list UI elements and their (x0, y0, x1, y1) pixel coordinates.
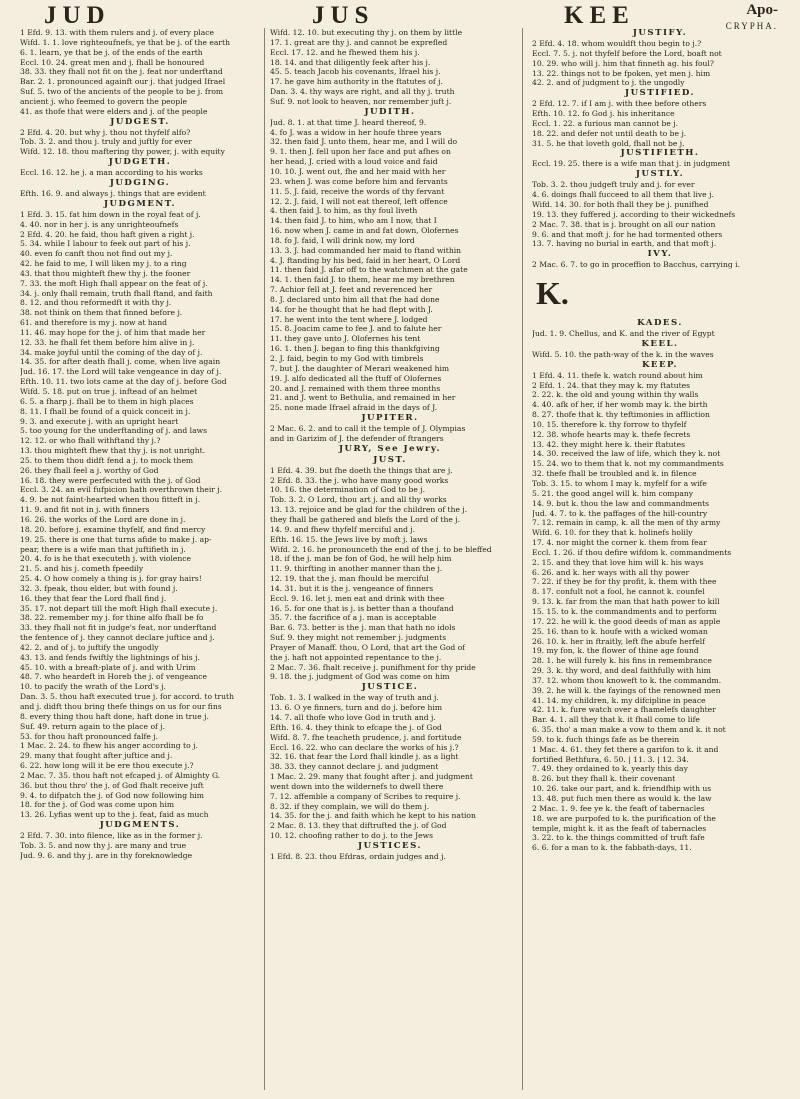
citation-line: Wifd. 2. 16. he pronounceth the end of the j. to be bleffed (270, 544, 492, 554)
citation-line: 8. 12. and thou reformedft it with thy j. (20, 298, 172, 308)
citation-line: 4. 6. doings fhall fucceed to all them that live j. (532, 190, 714, 200)
entry-section (532, 88, 788, 148)
citation-line: 26. 10. k. her in ftraitly, left fhe abufe herfelf (532, 636, 705, 646)
citation-line: Tob. 3. 2. thou judgeft truly and j. for ever (532, 180, 695, 190)
entry-section (270, 455, 510, 683)
citation-line: 10. 29. who will j. him that finneth ag. his foul? (532, 58, 714, 68)
citation-line: Eccl. 16. 22. who can declare the works of his j.? (270, 742, 459, 752)
citation-line: 34. j. only fhall remain, truth fhall ftand, and faith (20, 288, 213, 298)
citation-line: 13. 3. J. had commanded her maid to ftand within (270, 245, 462, 255)
citation-line: 18. 22. and defer not until death to be j. (532, 128, 687, 138)
entry-heading: JUDGING. (109, 177, 171, 188)
citation-line: 25. none made Ifrael afraid in the days of J. (270, 403, 437, 413)
entry-heading: KEEL. (641, 338, 679, 349)
citation-line: 14. 30. received the law of life, which they k. not (532, 449, 721, 459)
citation-line: 26. they fhall feel a j. worthy of God (20, 465, 159, 475)
citation-line: 10. 26. take our part, and k. friendfhip with us (532, 784, 712, 794)
citation-line: 18. for the j. of God was come upon him (20, 800, 175, 810)
citation-line: 14. then faid J. to him, who am I now, that I (270, 216, 437, 226)
citation-line: 18. 20. before j. examine thyfelf, and find mercy (20, 524, 206, 534)
citation-line: 4. fo J. was a widow in her houfe three years (270, 127, 442, 137)
citation-line: 25. to them thou didft fend a j. to mock them (20, 455, 194, 465)
citation-line: Eccl. 17. 12. and he fhewed them his j. (270, 47, 420, 57)
citation-line: 9. 6. and that moft j. for he had tormented others (532, 229, 723, 239)
entry-section (20, 117, 260, 158)
citation-line: 32. 16. that fear the Lord fhall kindle j. as a light (270, 752, 459, 762)
entry-section (20, 178, 260, 199)
citation-line: 15. 15. to k. the commandments and to perform (532, 606, 717, 616)
entry-heading: KEEP. (641, 359, 679, 370)
citation-line: 6. 26. and k. her ways with all thy power (532, 567, 690, 577)
citation-line: Eccl. 7. 5. j. not thyfelf before the Lord, boaft not (532, 48, 722, 58)
citation-line: Jud. 1. 9. Chellus, and K. and the river of Egypt (532, 329, 715, 339)
citation-line: 17. he gave him authority in the ftatutes of j. (270, 77, 443, 87)
citation-line: Efth. 16. 4. they think to efcape the j. of God (270, 722, 442, 732)
citation-line: Tob. 3. 15. to whom I may k. myfelf for a wife (532, 479, 707, 488)
citation-line: 38. 33. they fhall not fit on the j. feat nor underftand (20, 67, 223, 77)
citation-line: 31. 5. he that loveth gold, fhall not be j. (532, 138, 685, 148)
column-rule-right (522, 28, 523, 1090)
citation-line: 16. 18. they were perfecuted with the j. of God (20, 475, 201, 485)
citation-line: Wifd. 14. 30. for both fhall they be j. punifhed (532, 199, 709, 209)
citation-line: Wifd. 5. 10. the path-way of the k. in the waves (532, 349, 714, 359)
citation-line: Eccl. 3. 24. an evil fufpicion hath overthrown their j. (20, 485, 223, 495)
citation-line: 2. J. faid, begin to my God with timbrels (270, 354, 424, 363)
citation-line: 10. 16. the determination of God to be j. (270, 485, 426, 495)
citation-line: 14. 9. but k. thou the law and commandments (532, 498, 710, 508)
entry-heading: JURY, See Jewry. (338, 443, 442, 454)
citation-line: 12. 38. whofe hearts may k. thefe fecrets (532, 429, 691, 439)
citation-line: 53. for thou haft pronounced falfe j. (20, 731, 159, 741)
citation-line: Eccl. 10. 24. great men and j. fhall be honoured (20, 57, 205, 67)
citation-line: 12. 19. that the j. man fhould be merciful (270, 574, 429, 584)
citation-line: 16. 5. for one that is j. is better than a thoufand (270, 603, 454, 613)
entry-section (270, 107, 510, 413)
citation-line: 14. 35. for after death fhall j. come, when live again (20, 357, 221, 367)
entry-section (532, 249, 788, 270)
entry-heading: JUDGETH. (108, 157, 172, 168)
citation-line: pear, there is a wife man that juftifieth in j. (20, 544, 186, 554)
citation-line: 14. 35. for the j. and faith which he kept to his nation (270, 811, 476, 821)
running-head-left: JUD (44, 2, 111, 29)
citation-line: 9. 3. and execute j. with an upright heart (20, 416, 179, 426)
citation-line: 4. 40. afk of her, if her womb may k. the birth (532, 400, 708, 410)
citation-line: 28. 1. he will furely k. his fins in remembrance (532, 656, 712, 666)
entry-section (20, 820, 260, 861)
citation-line: 36. but thou thro' the j. of God fhalt receive juft (20, 780, 204, 790)
entry-heading: JUDITH. (364, 106, 416, 117)
citation-line: 13. thou mighteft fhew that thy j. is not unright. (20, 446, 206, 456)
entry-section (270, 28, 510, 107)
citation-line: Efth. 10. 12. fo God j. his inheritance (532, 109, 675, 119)
citation-line: 2 Efd. 12. 7. if I am j. with thee before others (532, 99, 707, 109)
citation-line: Wifd. 12. 10. but executing thy j. on them by little (270, 28, 463, 37)
citation-line: 29. many that fought after juftice and j. (20, 751, 173, 761)
citation-line: 2 Efd. 8. 33. the j. who have many good works (270, 475, 449, 485)
citation-line: 40. even fo canft thou not find out my j. (20, 249, 173, 259)
citation-line: 42. 2. and of j. to juftify the ungodly (20, 642, 159, 652)
citation-line: Eccl. 1. 22. a furious man cannot be j. (532, 118, 679, 128)
citation-line: her head, J. cried with a loud voice and faid (270, 157, 438, 167)
citation-line: 11. they gave unto J. Olofernes his tent (270, 334, 421, 344)
citation-line: 1 Mac. 2. 29. many that fought after j. and judgment (270, 772, 473, 782)
citation-line: Efth. 16. 9. and always j. things that are evident (20, 188, 206, 198)
citation-line: 2 Efd. 7. 30. into filence, like as in the former j. (20, 831, 203, 841)
citation-line: Eccl. 1. 26. if thou defire wifdom k. commandments (532, 547, 732, 557)
citation-line: 2. 15. and they that love him will k. his ways (532, 557, 704, 567)
citation-line: 1 Efd. 8. 23. thou Efdras, ordain judges and j. (270, 851, 446, 861)
section-label-top: Apo- (746, 2, 778, 18)
citation-line: 9. 18. the j. judgment of God was come on him (270, 672, 450, 682)
entry-section (20, 28, 260, 117)
entry-section (532, 339, 788, 360)
citation-line: 11. 46. may hope for the j. of him that made her (20, 327, 206, 337)
citation-line: 11. 9. thirfting in another manner than the j. (270, 564, 443, 574)
citation-line: 15. 8. Joacim came to fee J. and to falute her (270, 324, 442, 334)
citation-line: Prayer of Manaff. thou, O Lord, that art the God of (270, 642, 466, 652)
citation-line: 4. 40. nor in her j. is any unrighteoufnefs (20, 219, 179, 229)
citation-line: Eccl. 16. 12. he j. a man according to his works (20, 168, 203, 178)
citation-line: 38. not think on them that finned before j. (20, 308, 183, 318)
citation-line: 5. 34. while I labour to feek out part of his j. (20, 239, 191, 249)
citation-line: 8. 17. confult not a fool, he cannot k. counfel (532, 587, 705, 597)
citation-line: 33. they fhall not fit in judge's feat, nor underftand (20, 623, 217, 633)
citation-line: 42. he faid to me, I will liken my j. to a ring (20, 259, 187, 269)
citation-line: 35. 7. the facrifice of a j. man is acceptable (270, 613, 437, 623)
citation-line: 2 Mac. 1. 9. fee ye k. the feaft of tabernacles (532, 803, 705, 813)
citation-line: 43. that thou mighteft fhew thy j. the fooner (20, 268, 191, 278)
citation-line: 8. J. declared unto him all that fhe had done (270, 294, 440, 304)
citation-line: Wifd. 8. 7. fhe teacheth prudence, j. and fortitude (270, 732, 462, 742)
entry-heading: JUDGEST. (110, 116, 170, 127)
citation-line: 2 Mac. 8. 13. they that diftrufted the j. of God (270, 821, 447, 831)
citation-line: Wifd. 6. 10. for they that k. holinefs holily (532, 528, 693, 538)
citation-line: 18. 14. and that diligently feek after his j. (270, 57, 431, 67)
citation-line: 18. fo J. faid, I will drink now, my lord (270, 235, 415, 245)
citation-line: 10. 15. therefore k. thy forrow to thyfelf (532, 419, 687, 429)
entry-section (20, 199, 260, 820)
citation-line: 1 Mac. 2. 24. to fhew his anger according to j. (20, 741, 198, 751)
citation-line: 14. for he thought that he had flept with J. (270, 304, 433, 314)
entry-heading: JUSTIFY. (632, 28, 688, 38)
citation-line: 7. 12. remain in camp, k. all the men of thy army (532, 518, 721, 528)
citation-line: Suf. 9. not look to heaven, nor remember juft j. (270, 96, 452, 106)
citation-line: 19. my fon, k. the flower of thine age found (532, 646, 699, 656)
citation-line: 7. 12. affemble a company of Scribes to require j. (270, 791, 461, 801)
citation-line: and in Garizim of J. the defender of ftrangers (270, 433, 444, 443)
citation-line: 25. 16. than to k. houfe with a wicked woman (532, 626, 708, 636)
citation-line: Tob. 3. 2. and thou j. truly and juftly for ever (20, 137, 192, 147)
citation-line: 17. 4. nor might the corner k. them from fear (532, 538, 707, 548)
citation-line: 12. 2. J. faid, I will not eat thereof, left offence (270, 196, 448, 206)
citation-line: 25. 4. O how comely a thing is j. for gray hairs! (20, 574, 202, 584)
entry-heading: JUSTICE. (361, 682, 419, 693)
citation-line: 14. 31. but it is the j. vengeance of finners (270, 583, 434, 593)
citation-line: 41. as thofe that were elders and j. of the people (20, 106, 208, 116)
citation-line: went down into the wildernefs to dwell there (270, 781, 444, 791)
citation-line: 7. Achior fell at J. feet and reverenced her (270, 285, 433, 295)
entry-section (532, 148, 788, 169)
citation-line: Bar. 2. 1. pronounced againft our j. that judged Ifrael (20, 77, 226, 87)
citation-line: Tob. 3. 5. and now thy j. are many and true (20, 840, 187, 850)
citation-line: 8. 26. but they fhall k. their covenant (532, 774, 676, 784)
citation-line: 11. 9. and fit not in j. with finners (20, 505, 150, 515)
citation-line: 6. 22. how long will it be ere thou execute j.? (20, 761, 194, 771)
entry-heading: JUSTIFIED. (625, 88, 695, 99)
citation-line: 9. 1. then J. fell upon her face and put afhes on (270, 147, 451, 157)
citation-line: 5. too young for the underftanding of j. and laws (20, 426, 207, 436)
citation-line: 34. make joyful until the coming of the day of j. (20, 347, 203, 357)
citation-line: they fhall be gathered and blefs the Lord of the j. (270, 514, 461, 524)
citation-line: 14. 1. then faid J. to them, hear me my brethren (270, 275, 455, 285)
citation-line: 45. 10. with a breaft-plate of j. and with Urim (20, 662, 196, 672)
citation-line: 1 Efd. 4. 39. but fhe doeth the things that are j. (270, 465, 453, 475)
citation-line: ancient j. who feemed to govern the people (20, 96, 188, 106)
citation-line: 19. J. alfo dedicated all the ftuff of Olofernes (270, 373, 442, 383)
citation-line: 5. 21. the good angel will k. him company (532, 488, 694, 498)
entry-heading: JUDGMENT. (103, 198, 177, 209)
entry-heading: JUDGMENTS. (99, 820, 181, 831)
entry-section (532, 360, 788, 853)
citation-line: Bar. 6. 73. better is the j. man that hath no idols (270, 623, 456, 633)
citation-line: 13. 13. rejoice and be glad for the children of the j. (270, 505, 468, 515)
citation-line: Jud. 8. 1. at that time J. heard thereof, 9. (270, 117, 427, 127)
citation-line: 32. 3. fpeak, thou elder, but with found j. (20, 583, 178, 593)
citation-line: the fentence of j. they cannot declare juftice and j. (20, 633, 215, 643)
column-rule-left (264, 28, 265, 1090)
citation-line: 16. they that fear the Lord fhall find j. (20, 593, 167, 603)
citation-line: 17. 22. he will k. the good deeds of man as apple (532, 616, 721, 626)
entry-heading: JUSTLY. (635, 169, 685, 180)
citation-line: 3. 22. to k. the things committed of truft fafe (532, 833, 705, 843)
citation-line: 7. 33. the moft High fhall appear on the feat of j. (20, 278, 208, 288)
citation-line: Dan. 3. 5. thou haft executed true j. for accord. to truth (20, 692, 234, 702)
entry-heading: JUSTICES. (358, 840, 422, 851)
citation-line: Suf. 5. two of the ancients of the people to be j. from (20, 87, 224, 97)
entry-heading: JUSTIFIETH. (620, 148, 700, 159)
citation-line: 2 Efd. 4. 18. whom wouldft thou begin to j.? (532, 39, 702, 48)
citation-line: 12. 12. or who fhall withftand thy j.? (20, 436, 161, 446)
entry-heading: KADES. (637, 318, 683, 329)
citation-line: 8. every thing thou haft done, haft done in true j. (20, 711, 209, 721)
citation-line: Tob. 1. 3. I walked in the way of truth and j. (270, 693, 439, 703)
citation-line: Efth. 16. 15. the Jews live by moft j. laws (270, 534, 428, 544)
running-head-right: KEE (564, 2, 635, 29)
entry-section (270, 444, 510, 455)
citation-line: 2 Mac. 7. 38. that is j. brought on all our nation (532, 219, 716, 229)
citation-line: 2 Mac. 7. 35. thou haft not efcaped j. of Almighty G. (20, 770, 221, 780)
citation-line: 20. 4. fo is he that executeth j. with violence (20, 554, 192, 564)
citation-line: 4. 9. be not faint-hearted when thou fitteft in j. (20, 495, 201, 505)
citation-line: 8. 32. if they complain, we will do them j. (270, 801, 430, 811)
citation-line: 29. 3. k. thy word, and deal faithfully with him (532, 666, 711, 676)
citation-line: 59. to k. fuch things fafe as be therein (532, 734, 680, 744)
citation-line: 19. 13. they fuffered j. according to their wickednefs (532, 209, 736, 219)
citation-line: 21. and J. went to Bethulia, and remained in her (270, 393, 456, 403)
citation-line: 11. then faid J. afar off to the watchmen at the gate (270, 265, 468, 275)
citation-line: 1 Efd. 9. 13. with them rulers and j. of every place (20, 28, 215, 37)
citation-line: 7. 22. if they be for thy profit, k. them with thee (532, 577, 717, 587)
entry-section (270, 413, 510, 444)
citation-line: 6. 5. a fharp j. fhall be to them in high places (20, 396, 194, 406)
citation-line: Suf. 9. they might not remember j. judgments (270, 633, 447, 643)
citation-line: temple, might k. it as the feaft of tabernacles (532, 823, 707, 833)
citation-line: 32. thefe fhall be troubled and k. in filence (532, 469, 697, 479)
citation-line: 8. 27. thofe that k. thy teftimonies in affliction (532, 410, 710, 420)
citation-line: 8. 11. I fhall be found of a quick conceit in j. (20, 406, 191, 416)
citation-line: Jud. 9. 6. and thy j. are in thy foreknowledge (20, 850, 193, 860)
citation-line: 13. 26. Lyfias went up to the j. feat, faid as much (20, 810, 209, 820)
citation-line: 41. 14. my children, k. my difcipline in peace (532, 695, 706, 705)
citation-line: 16. now when J. came in and fat down, Olofernes (270, 226, 459, 236)
entry-section (270, 682, 510, 841)
citation-line: the j. haft not appointed repentance to the j. (270, 652, 442, 662)
citation-line: 48. 7. who heardeft in Horeb the j. of vengeance (20, 672, 208, 682)
citation-line: 2 Efd. 1. 24. that they may k. my ftatutes (532, 380, 691, 390)
citation-line: 13. 7. having no burial in earth, and that moft j. (532, 239, 717, 249)
citation-line: 37. 12. whom thou knoweft to k. the commandm. (532, 675, 722, 685)
column-left (20, 28, 260, 1090)
citation-line: 13. 42. they might here k. their ftatutes (532, 439, 686, 449)
citation-line: 13. 48. put fuch men there as would k. the law (532, 794, 712, 803)
citation-line: Jud. 4. 7. to k. the paffages of the hill-country (532, 508, 708, 518)
citation-line: Wifd. 5. 18. put on true j. inftead of an helmet (20, 387, 198, 396)
citation-line: 13. 6. O ye finners, turn and do j. before him (270, 703, 443, 713)
citation-line: 16. 1. then J. began to fing this thankfgiving (270, 344, 440, 354)
citation-line: 61. and therefore is my j. now at hand (20, 318, 168, 328)
citation-line: fortified Bethfura, 6. 50. | 11. 3. | 12. 34. (532, 754, 689, 764)
citation-line: 17. he went into the tent where J. lodged (270, 314, 428, 324)
citation-line: 43. 13. and fends fwiftly the lightnings of his j. (20, 652, 200, 662)
citation-line: 21. 5. and his j. cometh fpeedily (20, 564, 144, 574)
citation-line: Bar. 4. 1. all they that k. it fhall come to life (532, 715, 700, 725)
citation-line: 2. 22. k. the old and young within thy walls (532, 390, 699, 400)
citation-line: 2 Efd. 4. 20. but why j. thou not thyfelf alfo? (20, 127, 191, 137)
citation-line: Eccl. 19. 25. there is a wife man that j. in judgment (532, 159, 731, 169)
entry-heading: JUST. (373, 454, 407, 465)
citation-line: 4. J. ftanding by his bed, faid in her heart, O Lord (270, 255, 461, 265)
entry-heading: IVY. (647, 249, 673, 260)
entry-section (532, 169, 788, 249)
entry-section (270, 841, 510, 862)
citation-line: 12. 33. he fhall fet them before him alive in j. (20, 337, 195, 347)
citation-line: 4. then faid J. to him, as thy foul liveth (270, 206, 418, 216)
citation-line: Jud. 16. 17. the Lord will take vengeance in day of j. (20, 367, 222, 377)
citation-line: 11. 5. J. faid, receive the words of thy fervant (270, 186, 445, 196)
citation-line: 32. then faid J. unto them, hear me, and I will do (270, 137, 458, 147)
entry-heading: JUPITER. (361, 413, 419, 424)
entry-section (532, 318, 788, 339)
citation-line: 10. 12. choofing rather to do j. to the Jews (270, 831, 434, 841)
citation-line: 23. when J. was come before him and fervants (270, 176, 448, 186)
citation-line: Eccl. 9. 16. let j. men eat and drink with thee (270, 593, 445, 603)
entry-section (532, 28, 788, 88)
citation-line: 10. 10. J. went out, fhe and her maid with her (270, 166, 446, 176)
citation-line: 2 Mac. 6. 7. to go in proceffion to Bacchus, carrying i. (532, 260, 740, 270)
citation-line: 35. 17. not depart till the moft High fhall execute j. (20, 603, 218, 613)
citation-line: Tob. 3. 2. O Lord, thou art j. and all thy works (270, 495, 447, 505)
citation-line: 2 Mac. 7. 36. fhalt receive j. punifhment for thy pride (270, 662, 476, 672)
letter-divider: K. (536, 275, 569, 312)
citation-line: 7. but J. the daughter of Merari weakened him (270, 363, 450, 373)
section-label-bottom: CRYPHA. (725, 21, 778, 31)
page-header (0, 0, 800, 30)
citation-line: 20. and J. remained with them three months (270, 383, 441, 393)
column-right (532, 28, 788, 1090)
citation-line: 6. 35. tho' a man make a vow to them and k. it not (532, 725, 726, 735)
citation-line: 9. 4. to difpatch the j. of God now following him (20, 790, 204, 800)
citation-line: 6. 1. learn, ye that be j. of the ends of the earth (20, 47, 203, 57)
citation-line: 2 Efd. 4. 20. he faid, thou haft given a right j. (20, 229, 195, 239)
citation-line: Dan. 3. 4. thy ways are right, and all thy j. truth (270, 87, 455, 97)
citation-line: 1 Mac. 4. 61. they fet there a garifon to k. it and (532, 744, 719, 754)
citation-line: 1 Efd. 4. 11. thefe k. watch round about him (532, 370, 703, 380)
citation-line: 17. 1. great are thy j. and cannot be exprefled (270, 37, 448, 47)
citation-line: 18. if the j. man be fon of God, he will help him (270, 554, 452, 564)
citation-line: 10. to pacify the wrath of the Lord's j. (20, 682, 166, 692)
citation-line: Wifd. 12. 18. thou maftering thy power, j. with equity (20, 147, 225, 157)
entry-section (20, 157, 260, 178)
citation-line: 7. 49. they ordained to k. yearly this day (532, 764, 688, 774)
citation-line: 6. 6. for a man to k. the fabbath-days, 11. (532, 843, 692, 853)
running-head-center: JUS (312, 2, 375, 29)
column-middle (270, 28, 510, 1090)
citation-line: Suf. 49. return again to the place of j. (20, 721, 166, 731)
citation-line: 9. 13. k. far from the man that hath power to kill (532, 597, 720, 607)
citation-line: 42. 2. and of judgment to j. the ungodly (532, 78, 685, 88)
citation-line: 1 Efd. 3. 15. fat him down in the royal feat of j. (20, 209, 201, 219)
citation-line: 18. we are purpofed to k. the purification of the (532, 813, 716, 823)
citation-line: 14. 7. all thofe who love God in truth and j. (270, 713, 436, 722)
citation-line: 16. 26. the works of the Lord are done in j. (20, 514, 186, 524)
citation-line: 38. 22. remember my j. for thine alfo fhall be fo (20, 613, 204, 623)
citation-line: 42. 11. k. fure watch over a fhamelefs daughter (532, 705, 716, 715)
citation-line: 15. 24. wo to them that k. not my commandments (532, 459, 724, 469)
citation-line: 38. 33. they cannot declare j. and judgment (270, 762, 439, 772)
citation-line: 19. 25. there is one that turns afide to make j. ap- (20, 534, 212, 544)
citation-line: 45. 5. teach Jacob his covenants, Ifrael his j. (270, 67, 441, 77)
citation-line: Wifd. 1. 1. love righteoufnefs, ye that be j. of the earth (20, 37, 230, 47)
citation-line: and j. didft thou bring thefe things on us for our fins (20, 702, 222, 711)
citation-line: Efth. 10. 11. two lots came at the day of j. before God (20, 377, 227, 387)
citation-line: 2 Mac. 6. 2. and to call it the temple of J. Olympias (270, 424, 466, 434)
citation-line: 14. 9. and fhew thyfelf merciful and j. (270, 524, 416, 534)
citation-line: 39. 2. he will k. the fayings of the renowned men (532, 685, 721, 695)
citation-line: 13. 22. things not to be fpoken, yet men j. him (532, 68, 711, 78)
entry-section (532, 276, 788, 310)
